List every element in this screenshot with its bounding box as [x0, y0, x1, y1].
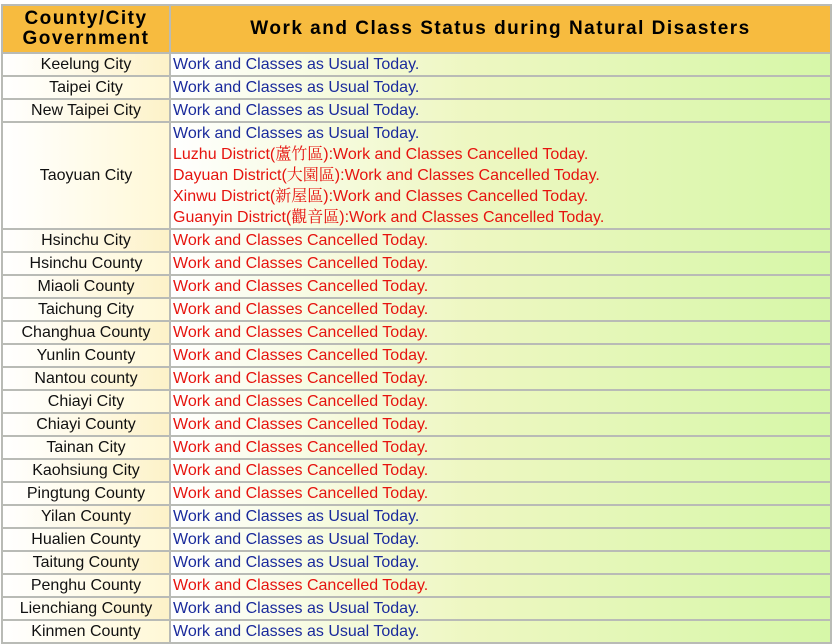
table-row	[2, 122, 831, 229]
status-table-container	[1, 4, 830, 644]
status-cancelled-text: Work and Classes Cancelled Today.	[173, 577, 429, 594]
county-name-cell: Hualien County	[2, 528, 170, 551]
status-cancelled-text: Work and Classes Cancelled Today.	[173, 416, 429, 433]
county-name-cell: Chiayi County	[2, 413, 170, 436]
status-usual-text: Work and Classes as Usual Today.	[173, 600, 420, 617]
status-usual-text: Work and Classes as Usual Today.	[173, 102, 420, 119]
header-county-government	[2, 5, 170, 53]
county-name-cell: New Taipei City	[2, 99, 170, 122]
status-usual-text: Work and Classes as Usual Today.	[173, 125, 420, 142]
status-cell	[170, 528, 831, 551]
status-cell	[170, 275, 831, 298]
county-name-cell: Keelung City	[2, 53, 170, 76]
table-header-row	[2, 5, 831, 53]
status-cell	[170, 574, 831, 597]
status-usual-text: Work and Classes as Usual Today.	[173, 508, 420, 525]
county-name-cell: Yunlin County	[2, 344, 170, 367]
status-cancelled-text: Work and Classes Cancelled Today.	[173, 462, 429, 479]
county-name-cell: Yilan County	[2, 505, 170, 528]
status-cell	[170, 413, 831, 436]
table-row	[2, 482, 831, 505]
status-cell	[170, 597, 831, 620]
table-row	[2, 367, 831, 390]
table-row	[2, 321, 831, 344]
status-cancelled-text: Luzhu District(蘆竹區):Work and Classes Cancelled Today.	[173, 146, 589, 163]
county-name-cell: Penghu County	[2, 574, 170, 597]
county-name-cell: Taichung City	[2, 298, 170, 321]
header-county-line2: Government	[22, 28, 150, 49]
table-row	[2, 298, 831, 321]
status-cancelled-text: Work and Classes Cancelled Today.	[173, 255, 429, 272]
county-name-cell: Chiayi City	[2, 390, 170, 413]
table-row	[2, 76, 831, 99]
table-row	[2, 275, 831, 298]
status-cell	[170, 99, 831, 122]
status-usual-text: Work and Classes as Usual Today.	[173, 56, 420, 73]
status-cancelled-text: Dayuan District(大園區):Work and Classes Cancelled Today.	[173, 167, 600, 184]
status-cell	[170, 298, 831, 321]
county-name-cell: Tainan City	[2, 436, 170, 459]
status-cancelled-text: Xinwu District(新屋區):Work and Classes Cancelled Today.	[173, 188, 589, 205]
status-cancelled-text: Work and Classes Cancelled Today.	[173, 347, 429, 364]
status-cancelled-text: Work and Classes Cancelled Today.	[173, 393, 429, 410]
status-cell	[170, 321, 831, 344]
status-usual-text: Work and Classes as Usual Today.	[173, 79, 420, 96]
status-cell	[170, 482, 831, 505]
county-name-cell: Taitung County	[2, 551, 170, 574]
table-row	[2, 99, 831, 122]
status-cell	[170, 390, 831, 413]
status-cell	[170, 551, 831, 574]
status-cancelled-text: Work and Classes Cancelled Today.	[173, 301, 429, 318]
status-usual-text: Work and Classes as Usual Today.	[173, 554, 420, 571]
status-cell	[170, 367, 831, 390]
status-cell	[170, 229, 831, 252]
table-row	[2, 459, 831, 482]
header-status: Work and Class Status during Natural Disasters	[170, 5, 831, 53]
status-usual-text: Work and Classes as Usual Today.	[173, 623, 420, 640]
status-cancelled-text: Work and Classes Cancelled Today.	[173, 324, 429, 341]
table-row	[2, 574, 831, 597]
county-name-cell: Kaohsiung City	[2, 459, 170, 482]
table-row	[2, 620, 831, 643]
county-name-cell: Nantou county	[2, 367, 170, 390]
table-row	[2, 551, 831, 574]
status-cell	[170, 436, 831, 459]
header-county-line1: County/City	[24, 8, 148, 29]
status-cell	[170, 76, 831, 99]
county-name-cell: Miaoli County	[2, 275, 170, 298]
county-name-cell: Taipei City	[2, 76, 170, 99]
status-cancelled-text: Work and Classes Cancelled Today.	[173, 278, 429, 295]
table-row	[2, 229, 831, 252]
table-row	[2, 413, 831, 436]
status-cancelled-text: Work and Classes Cancelled Today.	[173, 232, 429, 249]
county-name-cell: Taoyuan City	[2, 122, 170, 229]
status-cancelled-text: Work and Classes Cancelled Today.	[173, 439, 429, 456]
status-cell	[170, 459, 831, 482]
table-row	[2, 597, 831, 620]
status-usual-text: Work and Classes as Usual Today.	[173, 531, 420, 548]
table-row	[2, 505, 831, 528]
table-row	[2, 436, 831, 459]
status-cell	[170, 122, 831, 229]
status-cell	[170, 505, 831, 528]
status-cancelled-text: Guanyin District(觀音區):Work and Classes Cancelled Today.	[173, 209, 605, 226]
table-row	[2, 344, 831, 367]
table-row	[2, 252, 831, 275]
status-cancelled-text: Work and Classes Cancelled Today.	[173, 485, 429, 502]
county-name-cell: Lienchiang County	[2, 597, 170, 620]
table-row	[2, 528, 831, 551]
work-class-status-table	[1, 4, 832, 644]
table-row	[2, 390, 831, 413]
status-cell	[170, 344, 831, 367]
county-name-cell: Kinmen County	[2, 620, 170, 643]
county-name-cell: Changhua County	[2, 321, 170, 344]
status-cancelled-text: Work and Classes Cancelled Today.	[173, 370, 429, 387]
table-row	[2, 53, 831, 76]
county-name-cell: Pingtung County	[2, 482, 170, 505]
county-name-cell: Hsinchu City	[2, 229, 170, 252]
table-body	[2, 53, 831, 643]
status-cell	[170, 53, 831, 76]
status-cell	[170, 620, 831, 643]
status-cell	[170, 252, 831, 275]
county-name-cell: Hsinchu County	[2, 252, 170, 275]
